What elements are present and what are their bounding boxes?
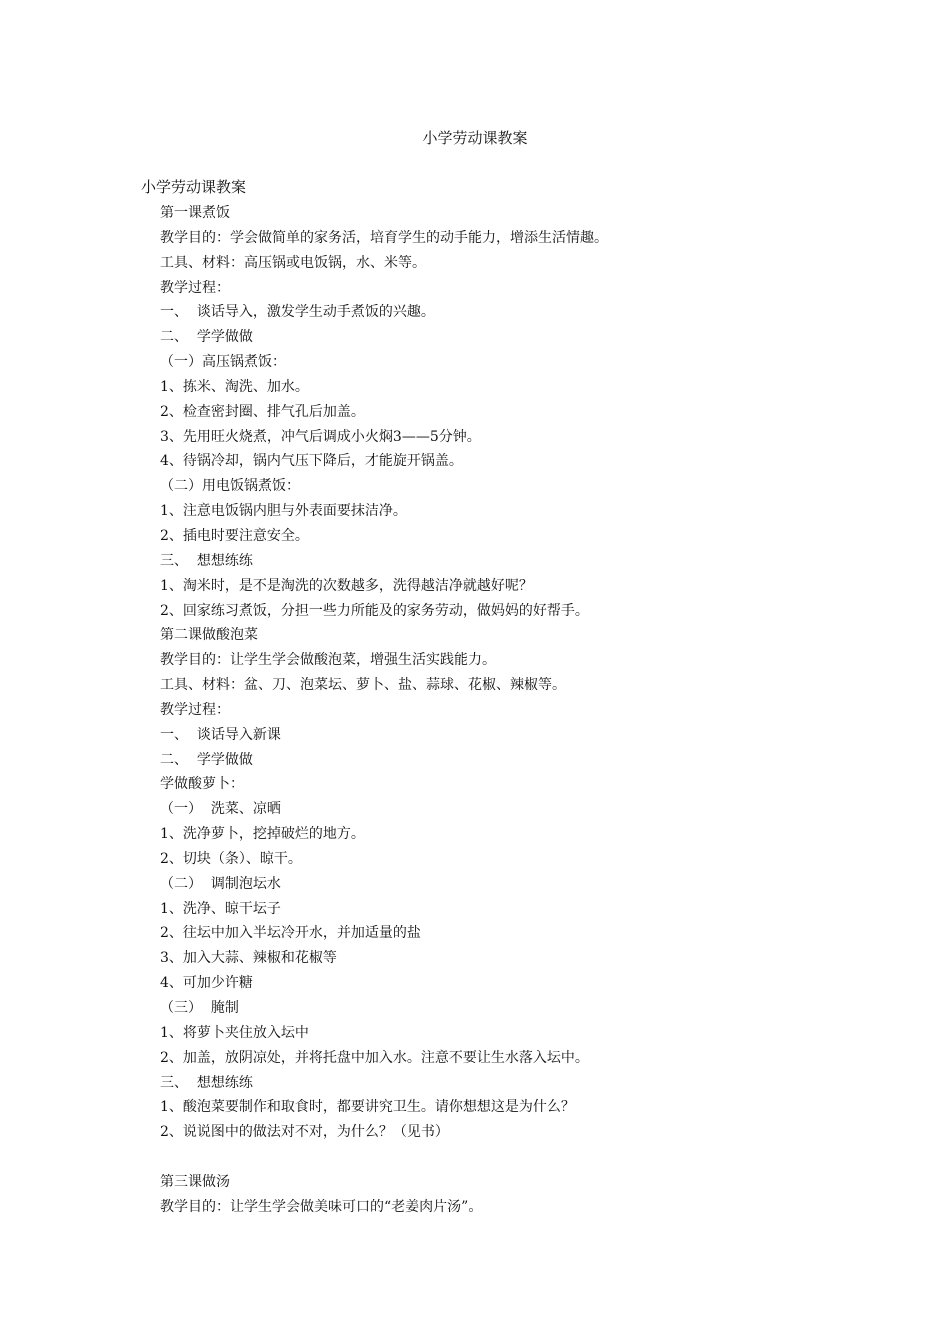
text-line: 2、回家练习煮饭，分担一些力所能及的家务劳动，做妈妈的好帮手。 [160,602,589,619]
text-line: 4、可加少许糖 [160,975,253,992]
text-line: 1、洗净萝卜，挖掉破烂的地方。 [160,826,365,843]
text-line: 工具、材料：盆、刀、泡菜坛、萝卜、盐、蒜球、花椒、辣椒等。 [160,677,566,694]
text-line: 工具、材料：高压锅或电饭锅，水、米等。 [160,254,426,271]
document-body [160,201,880,1220]
text-line: 第一课煮饭 [160,205,230,221]
text-line: 1、淘米时，是不是淘洗的次数越多，洗得越洁净就越好呢？ [160,577,533,594]
text-line: 1、拣米、淘洗、加水。 [160,378,309,395]
text-line: （二）用电饭锅煮饭： [160,478,300,495]
text-line: 三、 想想练练 [160,552,253,569]
text-line: 2、切块（条）、晾干。 [160,850,302,867]
text-line: 二、 学学做做 [160,751,253,768]
text-line: 教学目的：学会做简单的家务活，培育学生的动手能力，增添生活情趣。 [160,229,608,246]
text-line: 第二课做酸泡菜 [160,627,258,644]
text-line: 教学目的：让学生学会做酸泡菜，增强生活实践能力。 [160,652,496,669]
text-line: 一、 谈话导入，激发学生动手煮饭的兴趣。 [160,304,435,321]
text-line: 第三课做汤 [160,1173,230,1190]
text-line: 3、先用旺火烧煮，冲气后调成小火焖3——5分钟。 [160,428,481,445]
text-line: 3、加入大蒜、辣椒和花椒等 [160,950,337,967]
blank-line [160,1145,880,1170]
text-line: 1、洗净、晾干坛子 [160,900,281,917]
text-line: 一、 谈话导入新课 [160,726,281,743]
text-line: 2、往坛中加入半坛冷开水，并加适量的盐 [160,925,421,942]
text-line: 教学过程： [160,701,230,718]
text-line: 1、注意电饭锅内胆与外表面要抹洁净。 [160,503,407,520]
text-line: 学做酸萝卜： [160,776,244,793]
text-line: （三） 腌制 [160,1000,239,1016]
text-line: 1、将萝卜夹住放入坛中 [160,1024,309,1041]
document-heading: 小学劳动课教案 [141,178,247,196]
text-line: 教学目的：让学生学会做美味可口的“老姜肉片汤”。 [160,1198,483,1215]
text-line: 2、插电时要注意安全。 [160,527,309,544]
text-line: 2、检查密封圈、排气孔后加盖。 [160,403,365,420]
text-line: 2、说说图中的做法对不对，为什么？（见书） [160,1124,449,1141]
page-title: 小学劳动课教案 [422,129,528,147]
text-line: 2、加盖，放阴凉处，并将托盘中加入水。注意不要让生水落入坛中。 [160,1049,589,1066]
text-line: （一） 洗菜、凉晒 [160,801,281,818]
text-line: （一）高压锅煮饭： [160,354,286,371]
text-line: 三、 想想练练 [160,1074,253,1091]
text-line: 1、酸泡菜要制作和取食时，都要讲究卫生。请你想想这是为什么？ [160,1099,575,1116]
text-line: 4、待锅冷却，锅内气压下降后，才能旋开锅盖。 [160,453,463,470]
text-line: 二、 学学做做 [160,329,253,346]
text-line: 教学过程： [160,279,230,296]
text-line: （二） 调制泡坛水 [160,875,281,892]
